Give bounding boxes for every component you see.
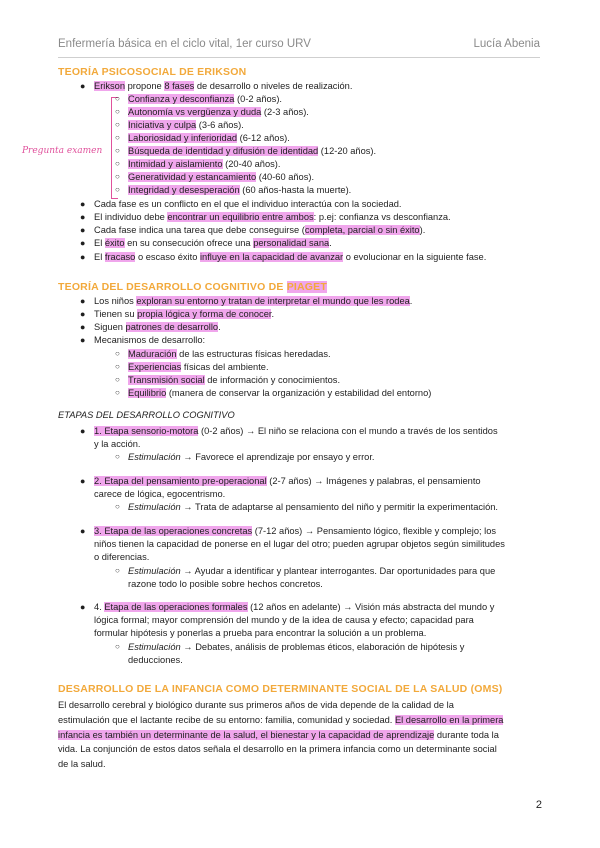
author-name: Lucía Abenia xyxy=(473,38,540,50)
erikson-intro: Erikson propone 8 fases de desarrollo o niveles de realización. xyxy=(94,81,353,91)
bullet-icon: ● xyxy=(80,602,86,612)
circle-bullet-icon: ○ xyxy=(115,133,120,142)
erikson-point: El individuo debe encontrar un equilibrio entre ambos: p.ej: confianza vs desconfianza. xyxy=(94,212,451,222)
stage-4: 4. Etapa de las operaciones formales (12 años en adelante) → Visión más abstracta del mundo y xyxy=(94,602,495,612)
erikson-stage: Confianza y desconfianza (0-2 años). xyxy=(128,94,283,104)
bullet-icon: ● xyxy=(80,335,86,345)
section-title-piaget: TEORÍA DEL DESARROLLO COGNITIVO DE PIAGET xyxy=(58,281,327,293)
circle-bullet-icon: ○ xyxy=(115,94,120,103)
stage-2: 2. Etapa del pensamiento pre-operacional (2-7 años) → Imágenes y palabras, el pensamiento xyxy=(94,476,481,486)
circle-bullet-icon: ○ xyxy=(115,642,120,651)
circle-bullet-icon: ○ xyxy=(115,146,120,155)
bullet-icon: ● xyxy=(80,81,86,91)
erikson-point: Cada fase es un conflicto en el que el individuo interactúa con la sociedad. xyxy=(94,199,402,209)
stage-4-stimulation-cont: deducciones. xyxy=(128,655,183,665)
erikson-stage: Integridad y desesperación (60 años-hasta la muerte). xyxy=(128,185,352,195)
erikson-stage: Intimidad y aislamiento (20-40 años). xyxy=(128,159,281,169)
oms-paragraph: El desarrollo cerebral y biológico durante sus primeros años de vida depende de la calidad de la estimulación que el lactante recibe de su entorno: familia, comunidad y sociedad. El desarrollo en la primera infancia es también un determinante de la salud, el bienestar y la capacidad de aprendizaje durante toda la vida. La conjunción de estos datos señala el desarrollo en la primera infancia como un determinante social de la salud. xyxy=(58,700,504,770)
erikson-stage: Búsqueda de identidad y difusión de identidad (12-20 años). xyxy=(128,146,377,156)
bullet-icon: ● xyxy=(80,252,86,262)
bullet-icon: ● xyxy=(80,476,86,486)
circle-bullet-icon: ○ xyxy=(115,388,120,397)
page-number: 2 xyxy=(535,799,542,811)
stage-3-cont: niños tienen la capacidad de ponerse en el lugar del otro; pueden agrupar objetos según similitudes xyxy=(94,539,505,549)
bullet-icon: ● xyxy=(80,426,86,436)
erikson-stage: Autonomía vs vergüenza y duda (2-3 años). xyxy=(128,107,309,117)
circle-bullet-icon: ○ xyxy=(115,349,120,358)
circle-bullet-icon: ○ xyxy=(115,185,120,194)
mechanism-item: Equilibrio (manera de conservar la organización y estabilidad del entorno) xyxy=(128,388,432,398)
erikson-stage: Laboriosidad y inferioridad (6-12 años). xyxy=(128,133,290,143)
section-title-erikson: TEORÍA PSICOSOCIAL DE ERIKSON xyxy=(58,66,247,78)
circle-bullet-icon: ○ xyxy=(115,502,120,511)
circle-bullet-icon: ○ xyxy=(115,362,120,371)
exam-annotation: Pregunta examen xyxy=(22,146,103,156)
header-divider xyxy=(58,57,540,58)
stage-3: 3. Etapa de las operaciones concretas (7-12 años) → Pensamiento lógico, flexible y complejo; los xyxy=(94,526,497,536)
stage-4-cont: formular hipótesis y ponerlas a prueba para encontrar la solución a un problema. xyxy=(94,628,427,638)
stage-1: 1. Etapa sensorio-motora (0-2 años) → El niño se relaciona con el mundo a través de los sentidos xyxy=(94,426,498,436)
stage-3-cont: o diferencias. xyxy=(94,552,150,562)
erikson-stage: Iniciativa y culpa (3-6 años). xyxy=(128,120,244,130)
stage-1-stimulation: Estimulación → Favorece el aprendizaje por ensayo y error. xyxy=(128,452,375,462)
piaget-point: Siguen patrones de desarrollo. xyxy=(94,322,221,332)
circle-bullet-icon: ○ xyxy=(115,452,120,461)
erikson-point: El fracaso o escaso éxito influye en la capacidad de avanzar o evolucionar en la siguiente fase. xyxy=(94,252,487,262)
bullet-icon: ● xyxy=(80,225,86,235)
bullet-icon: ● xyxy=(80,238,86,248)
erikson-stage: Generatividad y estancamiento (40-60 años). xyxy=(128,172,315,182)
circle-bullet-icon: ○ xyxy=(115,375,120,384)
bullet-icon: ● xyxy=(80,212,86,222)
circle-bullet-icon: ○ xyxy=(115,159,120,168)
bullet-icon: ● xyxy=(80,526,86,536)
erikson-point: El éxito en su consecución ofrece una personalidad sana. xyxy=(94,238,332,248)
stages-heading: ETAPAS DEL DESARROLLO COGNITIVO xyxy=(58,410,235,420)
course-title: Enfermería básica en el ciclo vital, 1er curso URV xyxy=(58,38,311,50)
piaget-point: Los niños exploran su entorno y tratan de interpretar el mundo que les rodea. xyxy=(94,296,413,306)
circle-bullet-icon: ○ xyxy=(115,120,120,129)
mechanism-item: Experiencias físicas del ambiente. xyxy=(128,362,269,372)
bullet-icon: ● xyxy=(80,296,86,306)
circle-bullet-icon: ○ xyxy=(115,566,120,575)
stage-3-stimulation: Estimulación → Ayudar a identificar y plantear interrogantes. Dar oportunidades para que xyxy=(128,566,496,576)
bullet-icon: ● xyxy=(80,199,86,209)
stage-1-cont: y la acción. xyxy=(94,439,141,449)
mechanism-item: Transmisión social de información y conocimientos. xyxy=(128,375,341,385)
stage-2-stimulation: Estimulación → Trata de adaptarse al pensamiento del niño y permitir la experimentación. xyxy=(128,502,499,512)
bullet-icon: ● xyxy=(80,322,86,332)
section-title-oms: DESARROLLO DE LA INFANCIA COMO DETERMINANTE SOCIAL DE LA SALUD (OMS) xyxy=(58,683,503,695)
bullet-icon: ● xyxy=(80,309,86,319)
piaget-point: Tienen su propia lógica y forma de conocer. xyxy=(94,309,275,319)
circle-bullet-icon: ○ xyxy=(115,172,120,181)
piaget-point: Mecanismos de desarrollo: xyxy=(94,335,206,345)
stage-2-cont: carece de lógica, egocentrismo. xyxy=(94,489,226,499)
circle-bullet-icon: ○ xyxy=(115,107,120,116)
stage-4-cont: lógica formal; mayor comprensión del mundo y de la idea de causa y efecto; capacidad para xyxy=(94,615,474,625)
mechanism-item: Maduración de las estructuras físicas heredadas. xyxy=(128,349,331,359)
stage-4-stimulation: Estimulación → Debates, análisis de problemas éticos, elaboración de hipótesis y xyxy=(128,642,465,652)
erikson-point: Cada fase indica una tarea que debe conseguirse (completa, parcial o sin éxito). xyxy=(94,225,426,235)
stage-3-stimulation-cont: razone todo lo posible sobre hechos concretos. xyxy=(128,579,323,589)
